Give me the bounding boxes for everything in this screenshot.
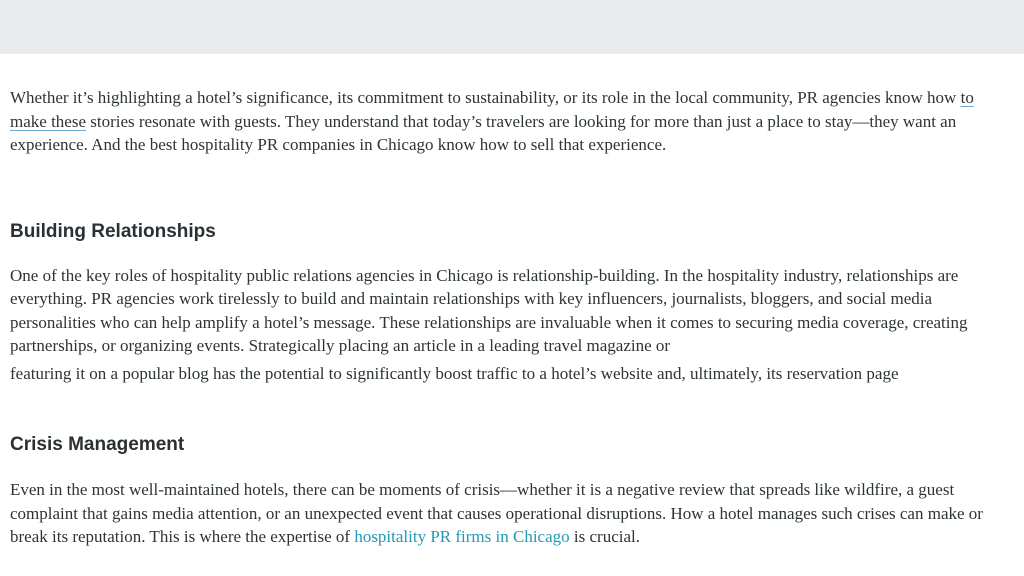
heading-building-relationships: Building Relationships [10, 220, 216, 242]
hospitality-pr-firms-link[interactable]: hospitality PR firms in Chicago [354, 527, 570, 546]
crisis-text-start: Even in the most well-maintained hotels, there can be moments of crisis—whether it is a negative review that spreads like wildfire, a guest complaint that gains media attention, or an unexpected event that causes operational disruptions. How a hotel manages such crises can make or break its reputation. This is where the expertise of [10, 480, 983, 546]
intro-text-end: stories resonate with guests. They understand that today’s travelers are looking for more than just a place to stay—they want an experience. And the best hospitality PR companies in Chicago know how to sell that experience. [10, 111, 957, 154]
article-body [10, 86, 1014, 549]
heading-crisis-management: Crisis Management [10, 434, 185, 455]
intro-paragraph [10, 86, 1014, 157]
crisis-text-end: is crucial. [569, 527, 640, 546]
relationships-text-last-line: featuring it on a popular blog has the potential to significantly boost traffic to a hotel’s website and, ultimately, its reservation page [10, 363, 899, 383]
relationships-text: One of the key roles of hospitality public relations agencies in Chicago is relationship-building. In the hospitality industry, relationships are everything. PR agencies work tirelessly to build and maintain relationships with key influencers, journalists, bloggers, and social media personalities who can help amplify a hotel’s message. These relationships are invaluable when it comes to securing media coverage, creating partnerships, or organizing events. Strategically placing an article in a leading travel magazine or [10, 265, 968, 355]
top-header-bar [0, 0, 1024, 54]
crisis-paragraph [10, 478, 1014, 549]
spellcheck-underlined-text: to make these [10, 88, 974, 131]
intro-text-start: Whether it’s highlighting a hotel’s significance, its commitment to sustainability, or its role in the local community, PR agencies know how [10, 88, 961, 107]
relationships-paragraph [10, 264, 1014, 386]
